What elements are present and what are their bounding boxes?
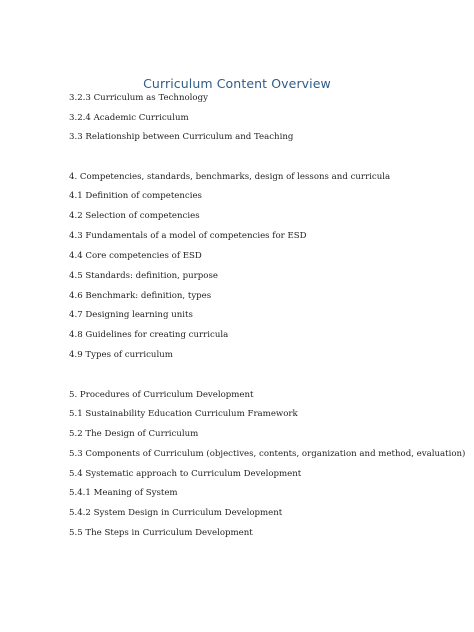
list-item: 4.3 Fundamentals of a model of competencies for ESD bbox=[69, 231, 307, 241]
list-item: 3.2.4 Academic Curriculum bbox=[69, 113, 189, 123]
list-item: 4.2 Selection of competencies bbox=[69, 211, 200, 221]
list-item: 5.4.2 System Design in Curriculum Development bbox=[69, 508, 283, 518]
section-heading: 4. Competencies, standards, benchmarks, design of lessons and curricula bbox=[69, 172, 391, 182]
page-title: Curriculum Content Overview bbox=[143, 76, 331, 91]
list-item: 5.4.1 Meaning of System bbox=[69, 488, 178, 498]
list-item: 4.9 Types of curriculum bbox=[69, 350, 173, 360]
list-item: 4.6 Benchmark: definition, types bbox=[69, 291, 212, 301]
list-item: 4.5 Standards: definition, purpose bbox=[69, 271, 218, 281]
list-item: 3.2.3 Curriculum as Technology bbox=[69, 93, 208, 103]
section-heading: 5. Procedures of Curriculum Development bbox=[69, 390, 254, 400]
list-item: 5.4 Systematic approach to Curriculum Development bbox=[69, 469, 302, 479]
list-item: 4.4 Core competencies of ESD bbox=[69, 251, 202, 261]
list-item: 5.3 Components of Curriculum (objectives, contents, organization and method, evaluation) bbox=[69, 449, 466, 459]
list-item: 5.5 The Steps in Curriculum Development bbox=[69, 528, 253, 538]
list-item: 4.7 Designing learning units bbox=[69, 310, 193, 320]
list-item: 5.2 The Design of Curriculum bbox=[69, 429, 199, 439]
list-item: 4.8 Guidelines for creating curricula bbox=[69, 330, 229, 340]
list-item: 5.1 Sustainability Education Curriculum Framework bbox=[69, 409, 298, 419]
list-item: 3.3 Relationship between Curriculum and Teaching bbox=[69, 132, 294, 142]
list-item: 4.1 Definition of competencies bbox=[69, 191, 202, 201]
